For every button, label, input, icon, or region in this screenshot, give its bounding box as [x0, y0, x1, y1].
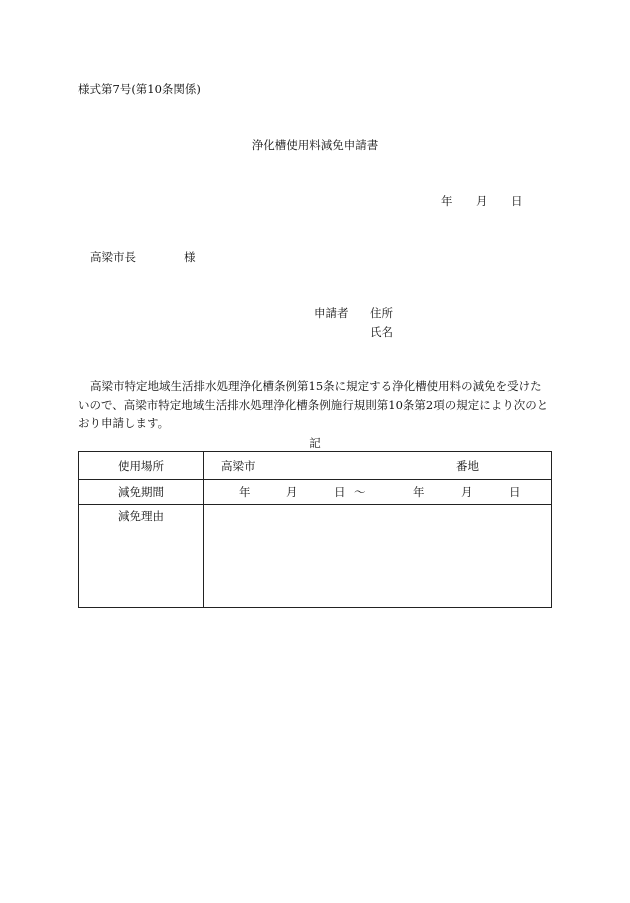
- note-label: 記: [309, 436, 321, 450]
- recipient-honorific: 様: [184, 250, 196, 264]
- location-city: 高梁市: [221, 458, 256, 473]
- applicant-label: 申請者: [314, 306, 349, 320]
- period-tilde: ～: [354, 485, 366, 499]
- table-row-period: [79, 480, 552, 505]
- table-row-location: [79, 452, 552, 480]
- reason-label: 減免理由: [79, 505, 204, 608]
- period-start-day: 日: [334, 485, 346, 499]
- date-year: 年: [441, 194, 453, 208]
- location-cell[interactable]: [204, 452, 552, 480]
- form-number: 様式第7号(第10条関係): [78, 82, 201, 96]
- reason-cell[interactable]: [204, 505, 552, 608]
- location-lot: 番地: [456, 458, 479, 473]
- name-label: 氏名: [370, 325, 393, 339]
- period-start-year: 年: [239, 485, 251, 499]
- period-end-month: 月: [461, 485, 473, 499]
- table-row-reason: [79, 505, 552, 608]
- recipient-name: 高梁市長: [90, 250, 136, 264]
- date-month: 月: [476, 194, 488, 208]
- body-text: 高梁市特定地域生活排水処理浄化槽条例第15条に規定する浄化槽使用料の減免を受けたいので、高梁市特定地域生活排水処理浄化槽条例施行規則第10条第2項の規定により次のとおり申請します。: [78, 379, 549, 430]
- location-label: 使用場所: [79, 452, 204, 480]
- document-title: 浄化槽使用料減免申請書: [251, 138, 379, 152]
- date-day: 日: [511, 194, 523, 208]
- details-table: [78, 451, 552, 608]
- period-end-day: 日: [509, 485, 521, 499]
- period-label: 減免期間: [79, 480, 204, 505]
- period-cell[interactable]: [204, 480, 552, 505]
- period-start-month: 月: [286, 485, 298, 499]
- address-label: 住所: [370, 306, 393, 320]
- period-end-year: 年: [413, 485, 425, 499]
